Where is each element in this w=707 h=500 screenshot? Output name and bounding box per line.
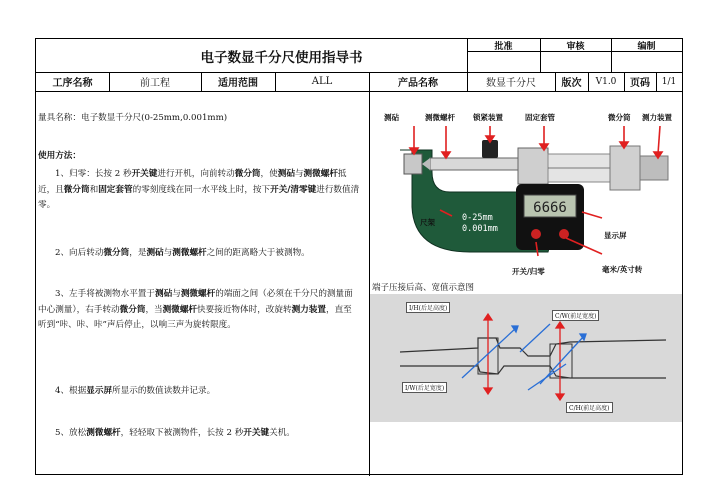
label-frame: 尺架 (420, 218, 435, 227)
compile-label: 编制 (637, 41, 656, 52)
process-value: 前工程 (140, 78, 170, 89)
label-mm-inch: 毫米/英寸转 (602, 265, 643, 274)
emphasis-term: 开关/清零键 (270, 184, 317, 195)
label-ih: I/H(后足高度) (406, 302, 450, 313)
emphasis-term: 微分筒 (119, 304, 146, 315)
emphasis-term: 开关键 (243, 428, 270, 438)
emphasis-term: 开关键 (131, 169, 158, 179)
step-1: 1、归零：长按 2 秒开关键进行开机，向前转动微分筒，使测砧与测微螺杆抵近，且微分筒和固定套管的零刻度线在同一水平线上时，按下开关/清零键进行数值清零。 (38, 169, 360, 210)
usage-heading: 使用方法： (38, 151, 81, 161)
review-label: 审核 (566, 41, 585, 52)
version-value: V1.0 (595, 76, 617, 87)
label-anvil: 测砧 (384, 113, 399, 122)
frame-text-1: 0-25mm (462, 213, 493, 223)
step-3: 3、左手将被测物水平置于测砧与测微螺杆的端面之间（必须在千分尺的测量面中心测量），右手转动微分筒，当测微螺杆快要接近物体时，改旋转测力装置，直至听到“咔、咔、咔”声后停止，以响三声为旋转限度。 (38, 289, 353, 330)
product-value: 数显千分尺 (486, 78, 536, 89)
micrometer-illustration (370, 102, 682, 278)
product-label: 产品名称 (398, 78, 438, 89)
emphasis-term: 测微螺杆 (303, 169, 338, 179)
emphasis-term: 微分筒 (234, 169, 261, 179)
label-sleeve: 固定套管 (525, 113, 555, 122)
emphasis-term: 测砧 (277, 169, 295, 179)
instruction-sheet (35, 38, 683, 475)
version-label: 版次 (561, 78, 582, 89)
micrometer-photo (370, 102, 682, 278)
emphasis-term: 固定套管 (98, 184, 133, 195)
label-on-zero: 开关/归零 (512, 267, 545, 276)
emphasis-term: 测微螺杆 (162, 304, 198, 315)
emphasis-term: 测砧 (155, 289, 173, 299)
page-label: 页码 (630, 78, 650, 89)
scope-label: 适用范围 (218, 78, 258, 89)
lcd-value: 6666 (533, 200, 567, 216)
diagram-caption: 端子压接后高、宽值示意图 (372, 283, 475, 293)
crimp-drawing (370, 294, 682, 422)
label-thimble: 微分筒 (608, 113, 631, 122)
page-value: 1/1 (661, 76, 677, 87)
emphasis-term: 测微螺杆 (172, 248, 207, 258)
emphasis-term: 测力装置 (291, 304, 326, 315)
label-ratchet: 测力装置 (642, 113, 672, 122)
label-iw: I/W(后足宽度) (402, 382, 447, 393)
scope-value: ALL (311, 76, 333, 87)
crimp-diagram (370, 294, 682, 422)
tool-name: 量具名称：电子数显千分尺(0-25mm,0.001mm) (38, 113, 228, 123)
emphasis-term: 测微螺杆 (180, 289, 216, 299)
frame-text-2: 0.001mm (462, 224, 498, 234)
emphasis-term: 微分筒 (63, 184, 90, 195)
label-spindle: 测微螺杆 (425, 113, 455, 122)
step-2: 2、向后转动微分筒，是测砧与测微螺杆之间的距离略大于被测物。 (55, 248, 310, 258)
approve-label: 批准 (494, 41, 513, 52)
label-display: 显示屏 (604, 231, 627, 240)
page-title: 电子数显千分尺使用指导书 (200, 49, 363, 66)
label-cw: C/W(前足宽度) (552, 310, 599, 321)
step-4: 4、根据显示屏所显示的数值读数并记录。 (55, 386, 216, 396)
row-divider (36, 91, 682, 92)
process-label: 工序名称 (52, 78, 93, 89)
emphasis-term: 微分筒 (103, 248, 130, 258)
label-ch: C/H(前足高度) (566, 402, 613, 413)
emphasis-term: 测砧 (146, 248, 164, 258)
emphasis-term: 测微螺杆 (86, 428, 121, 438)
step-5: 5、放松测微螺杆，轻轻取下被测物件，长按 2 秒开关键关机。 (55, 428, 295, 438)
label-lock: 锁紧装置 (473, 113, 503, 122)
emphasis-term: 显示屏 (86, 386, 113, 396)
